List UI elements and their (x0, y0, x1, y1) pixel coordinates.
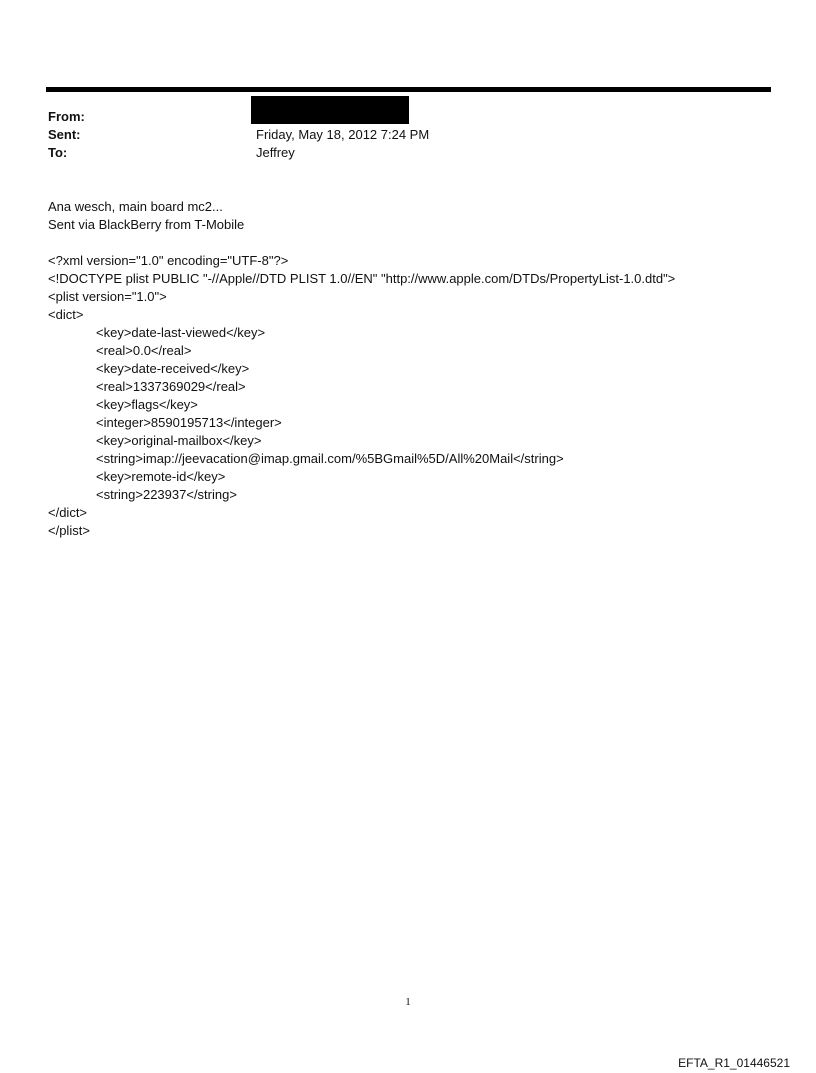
sent-label: Sent: (48, 127, 81, 142)
email-body (48, 198, 675, 540)
xml-line: <dict> (48, 307, 84, 322)
xml-line: <key>flags</key> (96, 397, 198, 412)
body-line: Ana wesch, main board mc2... (48, 199, 223, 214)
xml-line: <string>223937</string> (96, 487, 237, 502)
xml-line: <key>date-received</key> (96, 361, 250, 376)
document-id: EFTA_R1_01446521 (678, 1056, 790, 1070)
xml-line: <key>date-last-viewed</key> (96, 325, 266, 340)
spacer (48, 234, 675, 252)
xml-line: <key>original-mailbox</key> (96, 433, 262, 448)
page-number: 1 (405, 996, 411, 1008)
from-label: From: (48, 109, 85, 124)
xml-line: <!DOCTYPE plist PUBLIC "-//Apple//DTD PLIST 1.0//EN" "http://www.apple.com/DTDs/PropertyList-1.0.dtd"> (48, 271, 676, 286)
body-line: Sent via BlackBerry from T-Mobile (48, 217, 245, 232)
xml-line: <key>remote-id</key> (96, 469, 226, 484)
xml-line: <real>0.0</real> (96, 343, 192, 358)
xml-line: <string>imap://jeevacation@imap.gmail.com/%5BGmail%5D/All%20Mail</string> (96, 451, 564, 466)
xml-line: <plist version="1.0"> (48, 289, 167, 304)
to-value: Jeffrey (256, 145, 295, 160)
xml-line: <?xml version="1.0" encoding="UTF-8"?> (48, 253, 289, 268)
sent-value: Friday, May 18, 2012 7:24 PM (256, 127, 430, 142)
xml-line: <integer>8590195713</integer> (96, 415, 282, 430)
xml-line: </dict> (48, 505, 88, 520)
xml-line: </plist> (48, 523, 90, 538)
redaction-box (251, 96, 409, 124)
header-rule (46, 87, 771, 92)
to-label: To: (48, 145, 68, 160)
xml-line: <real>1337369029</real> (96, 379, 246, 394)
